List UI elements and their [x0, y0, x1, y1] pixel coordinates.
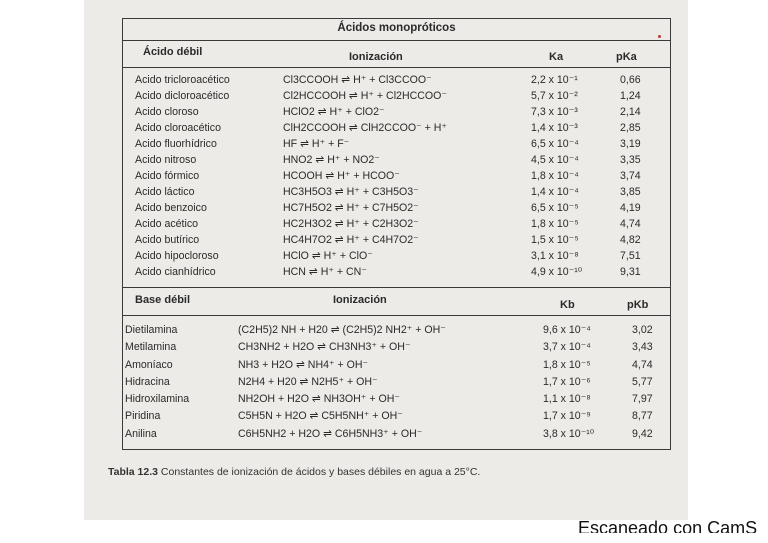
acid-header-name: Ácido débil — [143, 46, 203, 58]
ionization-equation: NH2OH + H2O ⇌ NH3OH⁺ + OH⁻ — [238, 393, 400, 406]
constant-value: 1,7 x 10⁻⁹ — [543, 410, 591, 423]
ionization-equation: Cl2HCCOOH ⇌ H⁺ + Cl2HCCOO⁻ — [283, 90, 447, 102]
ionization-equation: C5H5N + H2O ⇌ C5H5NH⁺ + OH⁻ — [238, 410, 403, 423]
pk-value: 3,19 — [620, 138, 641, 150]
compound-name: Dietilamina — [125, 324, 178, 336]
ionization-equation: HC3H5O3 ⇌ H⁺ + C3H5O3⁻ — [283, 186, 419, 198]
constant-value: 5,7 x 10⁻² — [531, 90, 578, 102]
ionization-table — [122, 18, 671, 450]
pk-value: 4,82 — [620, 234, 641, 246]
constant-value: 1,4 x 10⁻⁴ — [531, 186, 579, 198]
table-row — [123, 234, 670, 250]
caption-text: Constantes de ionización de ácidos y bases débiles en agua a 25°C. — [160, 466, 481, 478]
constant-value: 4,9 x 10⁻¹⁰ — [531, 266, 583, 278]
acid-rows — [123, 74, 670, 282]
pk-value: 9,31 — [620, 266, 641, 278]
ionization-equation: C6H5NH2 + H2O ⇌ C6H5NH3⁺ + OH⁻ — [238, 427, 423, 440]
compound-name: Acido hipocloroso — [135, 250, 219, 262]
pk-value: 4,19 — [620, 202, 641, 214]
ionization-equation: N2H4 + H20 ⇌ N2H5⁺ + OH⁻ — [238, 375, 378, 388]
compound-name: Acido tricloroacético — [135, 74, 230, 86]
compound-name: Acido láctico — [135, 186, 195, 198]
divider — [123, 67, 670, 68]
base-header-ionization: Ionización — [333, 294, 387, 306]
acid-header-ka: Ka — [549, 51, 564, 63]
pk-value: 8,77 — [632, 410, 653, 423]
table-row — [123, 186, 670, 202]
constant-value: 1,8 x 10⁻⁵ — [543, 358, 591, 371]
compound-name: Metilamina — [125, 341, 177, 354]
scanned-page — [84, 0, 688, 520]
ionization-equation: HClO ⇌ H⁺ + ClO⁻ — [283, 250, 373, 262]
table-row — [123, 170, 670, 186]
pk-value: 1,24 — [620, 90, 641, 102]
table-row — [123, 359, 670, 376]
compound-name: Hidracina — [125, 375, 170, 388]
constant-value: 1,8 x 10⁻⁴ — [531, 170, 579, 182]
caption-label: Tabla 12.3 — [108, 466, 158, 478]
ionization-equation: NH3 + H2O ⇌ NH4⁺ + OH⁻ — [238, 358, 369, 371]
table-row — [123, 376, 670, 393]
ionization-equation: HClO2 ⇌ H⁺ + ClO2⁻ — [283, 106, 385, 118]
constant-value: 1,8 x 10⁻⁵ — [531, 218, 579, 230]
pk-value: 7,97 — [632, 393, 653, 406]
table-row — [123, 202, 670, 218]
constant-value: 1,7 x 10⁻⁶ — [543, 375, 591, 388]
table-row — [123, 324, 670, 341]
constant-value: 6,5 x 10⁻⁴ — [531, 138, 579, 150]
pk-value: 3,74 — [620, 170, 641, 182]
table-row — [123, 74, 670, 90]
compound-name: Acido butírico — [135, 234, 200, 246]
pk-value: 3,43 — [632, 341, 653, 354]
ionization-equation: HCN ⇌ H⁺ + CN⁻ — [283, 266, 367, 278]
divider — [123, 315, 670, 316]
acid-header-pka: pKa — [616, 51, 637, 63]
constant-value: 3,8 x 10⁻¹⁰ — [543, 427, 595, 440]
constant-value: 3,1 x 10⁻⁸ — [531, 250, 579, 262]
pk-value: 4,74 — [620, 218, 641, 230]
ionization-equation: HC7H5O2 ⇌ H⁺ + C7H5O2⁻ — [283, 202, 419, 214]
constant-value: 1,5 x 10⁻⁵ — [531, 234, 579, 246]
table-row — [123, 154, 670, 170]
constant-value: 4,5 x 10⁻⁴ — [531, 154, 579, 166]
base-header-pkb: pKb — [627, 299, 649, 311]
ionization-equation: ClH2CCOOH ⇌ ClH2CCOO⁻ + H⁺ — [283, 122, 447, 134]
compound-name: Acido benzoico — [135, 202, 207, 214]
constant-value: 3,7 x 10⁻⁴ — [543, 341, 591, 354]
constant-value: 2,2 x 10⁻¹ — [531, 74, 578, 86]
pk-value: 2,85 — [620, 122, 641, 134]
ionization-equation: CH3NH2 + H2O ⇌ CH3NH3⁺ + OH⁻ — [238, 341, 411, 354]
compound-name: Acido nitroso — [135, 154, 197, 166]
compound-name: Acido cianhídrico — [135, 266, 216, 278]
table-row — [123, 122, 670, 138]
constant-value: 1,1 x 10⁻⁸ — [543, 393, 591, 406]
constant-value: 6,5 x 10⁻⁵ — [531, 202, 579, 214]
compound-name: Anilina — [125, 427, 157, 440]
table-title: Ácidos monopróticos — [337, 22, 456, 34]
table-row — [123, 106, 670, 122]
pk-value: 3,02 — [632, 324, 653, 336]
compound-name: Acido fluorhídrico — [135, 138, 217, 150]
compound-name: Amoníaco — [125, 358, 173, 371]
ionization-equation: (C2H5)2 NH + H20 ⇌ (C2H5)2 NH2⁺ + OH⁻ — [238, 324, 446, 336]
ionization-equation: HC2H3O2 ⇌ H⁺ + C2H3O2⁻ — [283, 218, 419, 230]
table-row — [123, 90, 670, 106]
scanner-watermark: Escaneado con CamS — [578, 518, 758, 533]
red-mark — [658, 35, 661, 38]
pk-value: 4,74 — [632, 358, 653, 371]
base-header-kb: Kb — [560, 299, 575, 311]
ionization-equation: HCOOH ⇌ H⁺ + HCOO⁻ — [283, 170, 400, 182]
constant-value: 9,6 x 10⁻⁴ — [543, 324, 591, 336]
pk-value: 2,14 — [620, 106, 641, 118]
acid-header-ionization: Ionización — [349, 51, 403, 63]
pk-value: 3,35 — [620, 154, 641, 166]
compound-name: Acido cloroso — [135, 106, 199, 118]
ionization-equation: HF ⇌ H⁺ + F⁻ — [283, 138, 350, 150]
pk-value: 3,85 — [620, 186, 641, 198]
table-row — [123, 138, 670, 154]
compound-name: Acido cloroacético — [135, 122, 221, 134]
base-rows — [123, 324, 670, 445]
compound-name: Acido dicloroacético — [135, 90, 230, 102]
table-row — [123, 428, 670, 445]
compound-name: Piridina — [125, 410, 161, 423]
compound-name: Acido fórmico — [135, 170, 200, 182]
table-row — [123, 341, 670, 358]
pk-value: 7,51 — [620, 250, 641, 262]
constant-value: 7,3 x 10⁻³ — [531, 106, 578, 118]
table-row — [123, 266, 670, 282]
pk-value: 9,42 — [632, 427, 653, 440]
divider — [123, 40, 670, 41]
table-row — [123, 218, 670, 234]
table-row — [123, 393, 670, 410]
table-caption — [108, 466, 480, 478]
compound-name: Hidroxilamina — [125, 393, 190, 406]
compound-name: Acido acético — [135, 218, 199, 230]
base-header-name: Base débil — [135, 294, 191, 306]
ionization-equation: HC4H7O2 ⇌ H⁺ + C4H7O2⁻ — [283, 234, 419, 246]
pk-value: 5,77 — [632, 375, 653, 388]
constant-value: 1,4 x 10⁻³ — [531, 122, 578, 134]
pk-value: 0,66 — [620, 74, 641, 86]
table-row — [123, 250, 670, 266]
ionization-equation: HNO2 ⇌ H⁺ + NO2⁻ — [283, 154, 380, 166]
ionization-equation: Cl3CCOOH ⇌ H⁺ + Cl3CCOO⁻ — [283, 74, 432, 86]
divider — [123, 287, 670, 288]
table-row — [123, 410, 670, 427]
